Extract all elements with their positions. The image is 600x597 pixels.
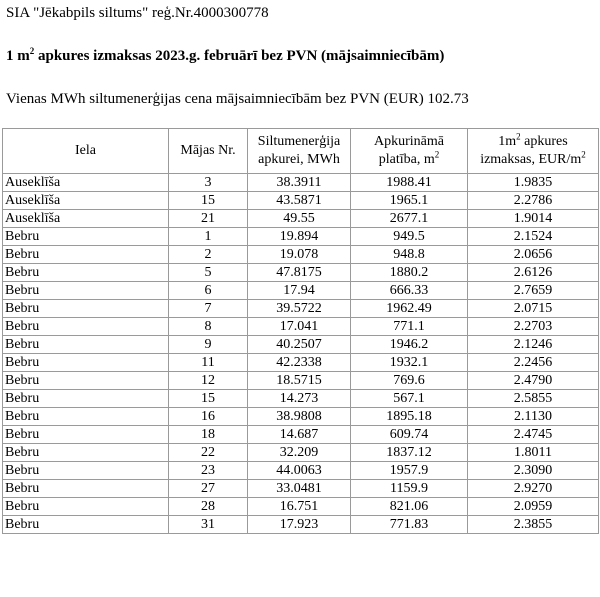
cell-street: Bebru (3, 354, 169, 372)
table-row (3, 390, 599, 408)
table-row (3, 480, 599, 498)
cell-cost: 2.3090 (468, 462, 599, 480)
cell-cost: 2.3855 (468, 516, 599, 534)
table-row (3, 228, 599, 246)
cell-energy: 17.94 (248, 282, 351, 300)
cell-street: Bebru (3, 264, 169, 282)
cell-energy: 14.687 (248, 426, 351, 444)
table-header-row (3, 129, 599, 174)
cell-energy: 38.9808 (248, 408, 351, 426)
cell-cost: 2.1130 (468, 408, 599, 426)
table-row (3, 462, 599, 480)
cell-house-nr: 7 (169, 300, 248, 318)
cell-area: 609.74 (351, 426, 468, 444)
cell-energy: 40.2507 (248, 336, 351, 354)
cell-cost: 2.5855 (468, 390, 599, 408)
cell-house-nr: 21 (169, 210, 248, 228)
cell-cost: 2.1524 (468, 228, 599, 246)
table-row (3, 300, 599, 318)
cell-house-nr: 16 (169, 408, 248, 426)
cell-street: Bebru (3, 498, 169, 516)
cell-cost: 2.9270 (468, 480, 599, 498)
col-energy: Siltumenerģija apkurei, MWh (248, 129, 351, 174)
cell-energy: 16.751 (248, 498, 351, 516)
cell-street: Bebru (3, 516, 169, 534)
cell-house-nr: 22 (169, 444, 248, 462)
cell-energy: 19.078 (248, 246, 351, 264)
cell-street: Bebru (3, 462, 169, 480)
cell-house-nr: 6 (169, 282, 248, 300)
cell-energy: 33.0481 (248, 480, 351, 498)
col-house-nr: Mājas Nr. (169, 129, 248, 174)
cell-street: Bebru (3, 426, 169, 444)
cell-area: 567.1 (351, 390, 468, 408)
cell-area: 1988.41 (351, 174, 468, 192)
cell-street: Bebru (3, 318, 169, 336)
cell-cost: 2.2456 (468, 354, 599, 372)
cell-area: 1837.12 (351, 444, 468, 462)
page-title (6, 48, 444, 65)
cell-street: Bebru (3, 336, 169, 354)
cell-area: 1962.49 (351, 300, 468, 318)
col-cost-label-b: apkures izmaksas, EUR/m (480, 134, 582, 167)
cell-house-nr: 15 (169, 390, 248, 408)
cell-cost: 2.0959 (468, 498, 599, 516)
cell-area: 1880.2 (351, 264, 468, 282)
col-cost-superscript-2: 2 (581, 149, 586, 160)
cell-street: Bebru (3, 300, 169, 318)
cell-energy: 44.0063 (248, 462, 351, 480)
cell-area: 771.1 (351, 318, 468, 336)
col-area-superscript: 2 (434, 149, 440, 160)
cell-energy: 39.5722 (248, 300, 351, 318)
cell-cost: 1.9014 (468, 210, 599, 228)
cell-street: Bebru (3, 390, 169, 408)
cell-energy: 17.923 (248, 516, 351, 534)
cell-house-nr: 18 (169, 426, 248, 444)
cell-energy: 38.3911 (248, 174, 351, 192)
cell-street: Bebru (3, 444, 169, 462)
title-superscript: 2 (29, 46, 35, 56)
cell-area: 1965.1 (351, 192, 468, 210)
cell-area: 1932.1 (351, 354, 468, 372)
col-area (351, 129, 468, 174)
table-row (3, 372, 599, 390)
cell-area: 1957.9 (351, 462, 468, 480)
title-prefix: 1 m (6, 48, 30, 64)
cell-street: Auseklīša (3, 192, 169, 210)
price-line: Vienas MWh siltumenerģijas cena mājsaimniecībām bez PVN (EUR) 102.73 (6, 91, 469, 107)
table-row (3, 336, 599, 354)
table-row (3, 192, 599, 210)
cell-house-nr: 3 (169, 174, 248, 192)
table-row (3, 498, 599, 516)
cost-table (2, 128, 599, 534)
cell-cost: 2.7659 (468, 282, 599, 300)
cell-street: Bebru (3, 408, 169, 426)
cell-street: Bebru (3, 480, 169, 498)
cell-street: Auseklīša (3, 210, 169, 228)
cell-energy: 14.273 (248, 390, 351, 408)
cell-cost: 2.6126 (468, 264, 599, 282)
cell-street: Auseklīša (3, 174, 169, 192)
cell-house-nr: 8 (169, 318, 248, 336)
cell-area: 948.8 (351, 246, 468, 264)
cell-house-nr: 31 (169, 516, 248, 534)
cell-cost: 1.9835 (468, 174, 599, 192)
cell-cost: 2.4745 (468, 426, 599, 444)
col-cost-label-a: 1m (498, 134, 517, 149)
cell-house-nr: 27 (169, 480, 248, 498)
cell-house-nr: 15 (169, 192, 248, 210)
cell-energy: 47.8175 (248, 264, 351, 282)
table-row (3, 408, 599, 426)
table-row (3, 354, 599, 372)
table-row (3, 282, 599, 300)
cell-house-nr: 11 (169, 354, 248, 372)
cell-energy: 42.2338 (248, 354, 351, 372)
table-row (3, 516, 599, 534)
table-row (3, 246, 599, 264)
cell-cost: 2.2703 (468, 318, 599, 336)
cell-energy: 17.041 (248, 318, 351, 336)
col-cost-superscript: 2 (516, 131, 521, 142)
cell-energy: 19.894 (248, 228, 351, 246)
company-line: SIA "Jēkabpils siltums" reģ.Nr.4000300778 (6, 5, 269, 21)
col-cost (468, 129, 599, 174)
cell-cost: 2.1246 (468, 336, 599, 354)
cell-house-nr: 28 (169, 498, 248, 516)
table-row (3, 318, 599, 336)
col-area-label: Apkurināmā platība, m (374, 134, 444, 167)
cell-street: Bebru (3, 228, 169, 246)
cell-energy: 49.55 (248, 210, 351, 228)
cell-area: 771.83 (351, 516, 468, 534)
col-street: Iela (3, 129, 169, 174)
cell-cost: 2.2786 (468, 192, 599, 210)
cell-cost: 2.0656 (468, 246, 599, 264)
table-body (3, 174, 599, 534)
cell-area: 666.33 (351, 282, 468, 300)
cell-house-nr: 1 (169, 228, 248, 246)
cell-area: 769.6 (351, 372, 468, 390)
cell-area: 949.5 (351, 228, 468, 246)
table-row (3, 174, 599, 192)
cell-house-nr: 12 (169, 372, 248, 390)
cell-street: Bebru (3, 246, 169, 264)
cell-area: 1895.18 (351, 408, 468, 426)
cell-area: 821.06 (351, 498, 468, 516)
cell-street: Bebru (3, 282, 169, 300)
cell-street: Bebru (3, 372, 169, 390)
table-row (3, 426, 599, 444)
cell-area: 2677.1 (351, 210, 468, 228)
cell-area: 1159.9 (351, 480, 468, 498)
cell-cost: 1.8011 (468, 444, 599, 462)
table-row (3, 444, 599, 462)
table-row (3, 210, 599, 228)
cell-cost: 2.0715 (468, 300, 599, 318)
cell-house-nr: 23 (169, 462, 248, 480)
cell-cost: 2.4790 (468, 372, 599, 390)
cell-house-nr: 5 (169, 264, 248, 282)
cell-energy: 43.5871 (248, 192, 351, 210)
cell-house-nr: 9 (169, 336, 248, 354)
title-rest: apkures izmaksas 2023.g. februārī bez PVN (mājsaimniecībām) (34, 48, 445, 64)
cell-energy: 18.5715 (248, 372, 351, 390)
cell-energy: 32.209 (248, 444, 351, 462)
cell-area: 1946.2 (351, 336, 468, 354)
cell-house-nr: 2 (169, 246, 248, 264)
table-row (3, 264, 599, 282)
